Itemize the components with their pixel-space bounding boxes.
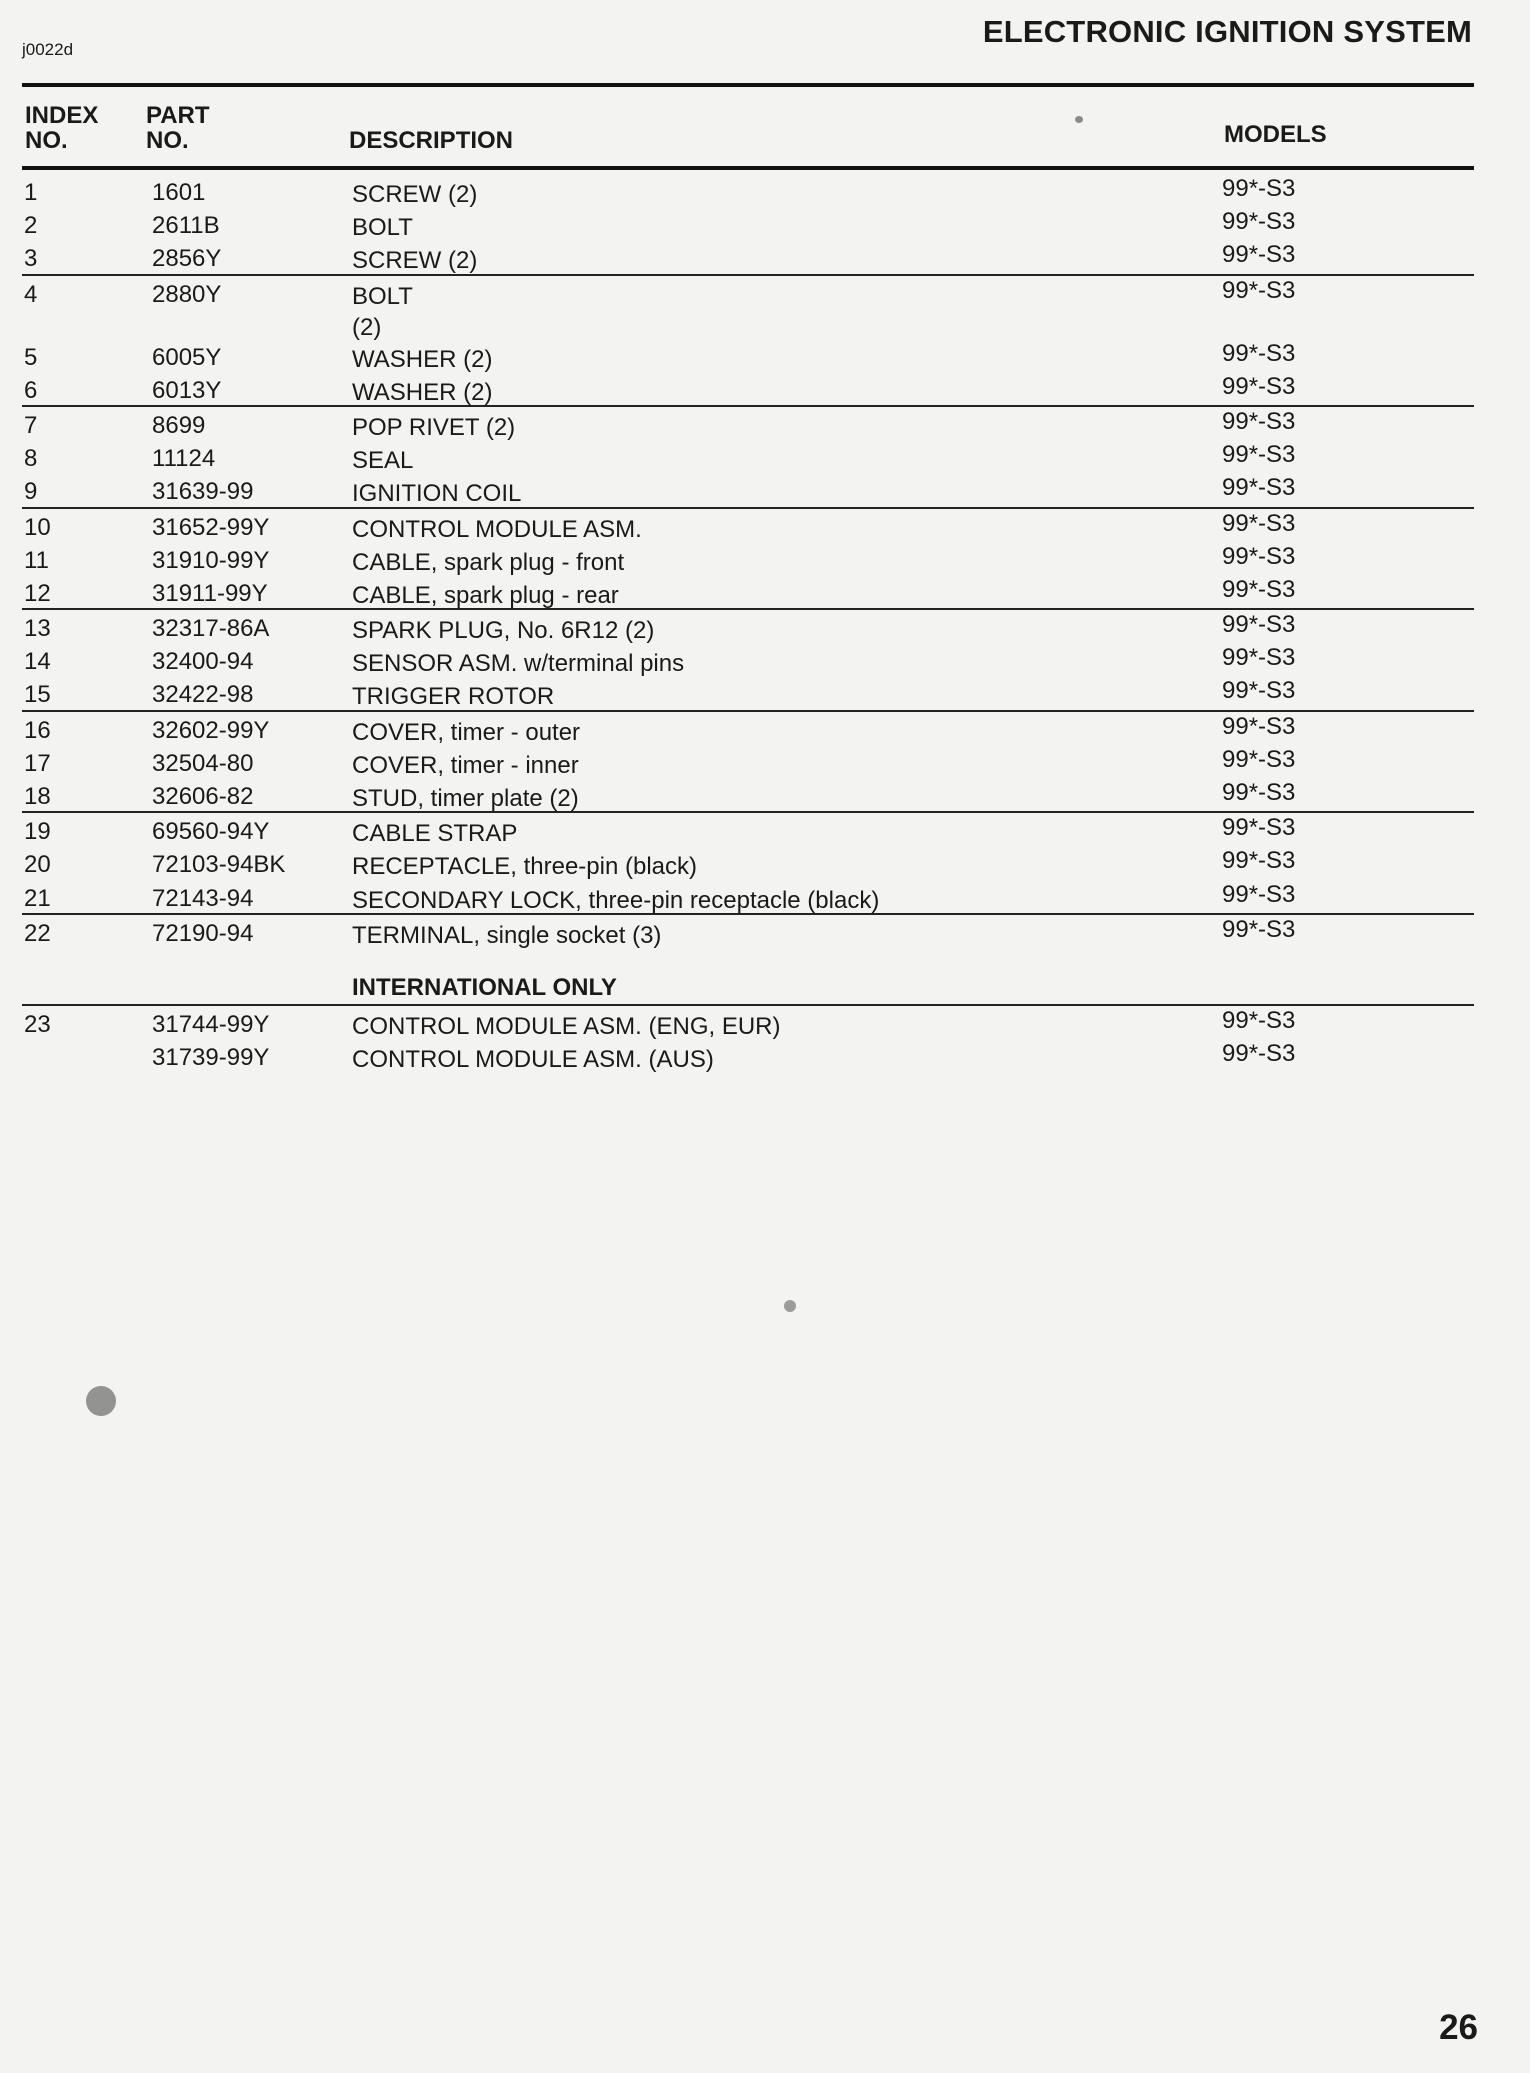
cell-part: 31652-99Y bbox=[152, 513, 270, 541]
table-row bbox=[22, 575, 1474, 608]
cell-index: 8 bbox=[24, 445, 38, 473]
cell-part: 1601 bbox=[152, 179, 206, 206]
cell-description: SCREW (2) bbox=[352, 247, 478, 275]
cell-part: 32400-94 bbox=[152, 648, 254, 676]
cell-index: 19 bbox=[24, 818, 51, 846]
cell-models: 99*-S3 bbox=[1222, 677, 1296, 705]
table-row bbox=[22, 473, 1474, 506]
cell-description: IGNITION COIL bbox=[352, 480, 522, 508]
cell-part: 2856Y bbox=[152, 245, 222, 273]
document-title: ELECTRONIC IGNITION SYSTEM bbox=[982, 14, 1472, 49]
cell-part: 32606-82 bbox=[152, 783, 254, 810]
cell-description: CABLE, spark plug - rear bbox=[352, 581, 619, 609]
cell-models: 99*-S3 bbox=[1222, 1040, 1296, 1068]
cell-index: 16 bbox=[24, 716, 51, 744]
cell-description: COVER, timer - outer bbox=[352, 718, 581, 746]
cell-part: 2880Y bbox=[152, 280, 222, 308]
cell-models: 99*-S3 bbox=[1222, 474, 1296, 502]
cell-index: 2 bbox=[24, 212, 38, 240]
table-row bbox=[22, 174, 1474, 207]
cell-index: 6 bbox=[24, 376, 38, 404]
cell-index: 1 bbox=[24, 179, 38, 206]
cell-models: 99*-S3 bbox=[1222, 611, 1296, 639]
cell-description: SCREW (2) bbox=[352, 181, 478, 208]
cell-index: 18 bbox=[24, 783, 51, 810]
cell-models: 99*-S3 bbox=[1222, 175, 1296, 202]
scan-speck bbox=[86, 1386, 116, 1416]
cell-description: SEAL bbox=[352, 447, 414, 475]
column-header-part: PART NO. bbox=[146, 102, 210, 154]
cell-index: 10 bbox=[24, 513, 51, 541]
cell-index: 20 bbox=[24, 851, 51, 879]
cell-description: COVER, timer - inner bbox=[352, 751, 579, 779]
table-row bbox=[22, 372, 1474, 405]
cell-part: 32422-98 bbox=[152, 681, 254, 709]
header-rule bbox=[22, 166, 1474, 170]
cell-description: CABLE, spark plug - front bbox=[352, 548, 625, 576]
cell-index: 5 bbox=[24, 343, 38, 371]
cell-description: STUD, timer plate (2) bbox=[352, 785, 579, 812]
cell-description: BOLT bbox=[352, 214, 413, 242]
table-row bbox=[22, 608, 1474, 643]
top-rule bbox=[22, 83, 1474, 87]
cell-index: 4 bbox=[24, 280, 38, 308]
cell-description: CONTROL MODULE ASM. (ENG, EUR) bbox=[352, 1012, 781, 1040]
column-header-index: INDEX NO. bbox=[25, 102, 99, 154]
cell-models: 99*-S3 bbox=[1222, 407, 1296, 435]
cell-part: 2611B bbox=[152, 212, 220, 240]
cell-models: 99*-S3 bbox=[1222, 372, 1296, 400]
table-row bbox=[22, 811, 1474, 846]
cell-index: 3 bbox=[24, 245, 38, 273]
table-row bbox=[22, 542, 1474, 575]
table-row bbox=[22, 274, 1474, 339]
cell-models: 99*-S3 bbox=[1222, 575, 1296, 603]
cell-description: SECONDARY LOCK, three-pin receptacle (black) bbox=[352, 886, 880, 914]
table-row bbox=[22, 745, 1474, 778]
cell-part: 32504-80 bbox=[152, 749, 254, 777]
table-row bbox=[22, 643, 1474, 676]
cell-part: 11124 bbox=[152, 445, 216, 473]
cell-description: TERMINAL, single socket (3) bbox=[352, 921, 662, 949]
cell-index: 15 bbox=[24, 681, 51, 709]
cell-description: CABLE STRAP bbox=[352, 820, 518, 848]
cell-index: 17 bbox=[24, 749, 51, 777]
table-row bbox=[22, 240, 1474, 273]
cell-part: 8699 bbox=[152, 411, 206, 439]
cell-description: WASHER (2) bbox=[352, 345, 493, 373]
table-row bbox=[22, 778, 1474, 811]
cell-models: 99*-S3 bbox=[1222, 339, 1296, 367]
cell-models: 99*-S3 bbox=[1222, 542, 1296, 570]
table-header bbox=[22, 100, 1474, 166]
table-row bbox=[22, 846, 1474, 879]
cell-description: CONTROL MODULE ASM. bbox=[352, 515, 642, 543]
cell-models: 99*-S3 bbox=[1222, 1006, 1296, 1034]
cell-models: 99*-S3 bbox=[1222, 880, 1296, 908]
cell-part: 69560-94Y bbox=[152, 818, 270, 846]
cell-part: 31739-99Y bbox=[152, 1044, 270, 1072]
cell-models: 99*-S3 bbox=[1222, 208, 1296, 236]
page-number: 26 bbox=[1439, 2008, 1478, 2047]
table-row bbox=[22, 405, 1474, 440]
cell-models: 99*-S3 bbox=[1222, 915, 1296, 943]
section-heading-international: INTERNATIONAL ONLY bbox=[352, 973, 617, 1001]
cell-part: 31910-99Y bbox=[152, 546, 270, 574]
cell-index: 12 bbox=[24, 579, 51, 607]
cell-description: POP RIVET (2) bbox=[352, 413, 516, 441]
document-id: j0022d bbox=[22, 40, 74, 59]
table-row bbox=[22, 710, 1474, 745]
cell-description: SENSOR ASM. w/terminal pins bbox=[352, 650, 685, 678]
table-row bbox=[22, 207, 1474, 240]
cell-models: 99*-S3 bbox=[1222, 779, 1296, 806]
cell-description: RECEPTACLE, three-pin (black) bbox=[352, 853, 697, 881]
cell-part: 31911-99Y bbox=[152, 579, 268, 607]
table-row bbox=[22, 440, 1474, 473]
cell-models: 99*-S3 bbox=[1222, 712, 1296, 740]
cell-part: 72190-94 bbox=[152, 919, 254, 947]
cell-description: TRIGGER ROTOR bbox=[352, 683, 555, 711]
cell-part: 32602-99Y bbox=[152, 716, 270, 744]
cell-models: 99*-S3 bbox=[1222, 241, 1296, 269]
cell-models: 99*-S3 bbox=[1222, 509, 1296, 537]
cell-index: 14 bbox=[24, 648, 51, 676]
table-row bbox=[22, 1004, 1474, 1039]
cell-models: 99*-S3 bbox=[1222, 276, 1296, 304]
table-row bbox=[22, 676, 1474, 709]
table-row bbox=[22, 1039, 1474, 1072]
parts-table-body bbox=[22, 174, 1474, 1072]
table-row bbox=[22, 880, 1474, 913]
cell-description: SPARK PLUG, No. 6R12 (2) bbox=[352, 617, 655, 645]
cell-models: 99*-S3 bbox=[1222, 441, 1296, 469]
cell-index: 21 bbox=[24, 884, 51, 912]
cell-models: 99*-S3 bbox=[1222, 745, 1296, 773]
cell-index: 11 bbox=[24, 546, 49, 574]
table-row bbox=[22, 507, 1474, 542]
scan-speck bbox=[1075, 116, 1083, 123]
cell-models: 99*-S3 bbox=[1222, 644, 1296, 672]
cell-part: 6013Y bbox=[152, 376, 222, 404]
section-heading-row bbox=[22, 948, 1474, 1004]
cell-description: BOLT (2) bbox=[352, 282, 413, 341]
cell-index: 7 bbox=[24, 411, 38, 439]
cell-part: 72103-94BK bbox=[152, 851, 286, 879]
cell-models: 99*-S3 bbox=[1222, 847, 1296, 875]
scan-speck bbox=[784, 1300, 796, 1312]
cell-index: 22 bbox=[24, 919, 51, 947]
cell-description: WASHER (2) bbox=[352, 378, 493, 406]
cell-index: 9 bbox=[24, 478, 38, 506]
table-row bbox=[22, 913, 1474, 948]
cell-models: 99*-S3 bbox=[1222, 814, 1296, 842]
column-header-description: DESCRIPTION bbox=[349, 127, 514, 154]
cell-part: 31744-99Y bbox=[152, 1010, 270, 1038]
cell-part: 72143-94 bbox=[152, 884, 254, 912]
column-header-models: MODELS bbox=[1224, 121, 1327, 148]
cell-description: CONTROL MODULE ASM. (AUS) bbox=[352, 1046, 714, 1074]
cell-index: 23 bbox=[24, 1010, 51, 1038]
table-row bbox=[22, 339, 1474, 372]
cell-index: 13 bbox=[24, 615, 51, 643]
cell-part: 32317-86A bbox=[152, 615, 270, 643]
cell-part: 6005Y bbox=[152, 343, 222, 371]
cell-part: 31639-99 bbox=[152, 478, 254, 506]
